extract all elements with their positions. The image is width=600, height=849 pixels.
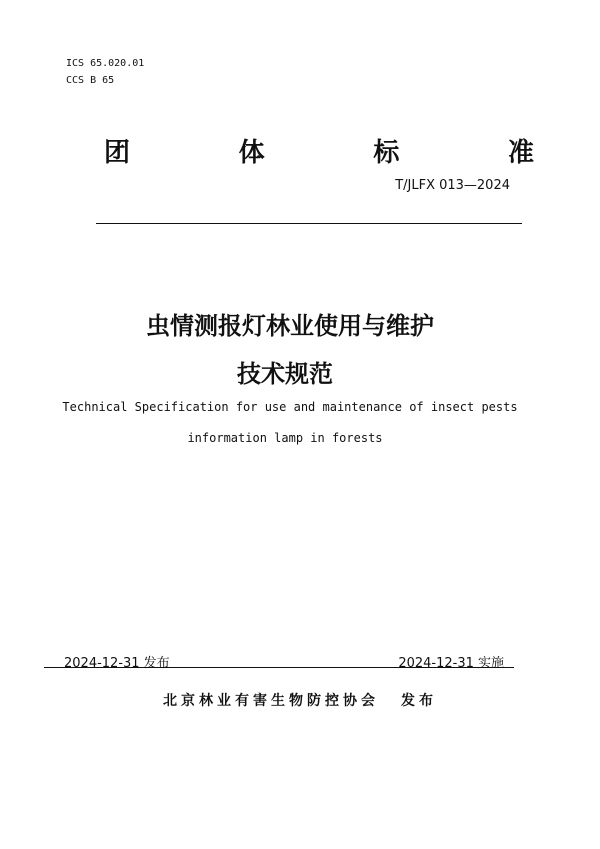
publisher-org: 北京林业有害生物防控协会: [163, 693, 379, 709]
publisher-line: [0, 690, 600, 710]
document-number: T/JLFX 013—2024: [395, 178, 510, 193]
implement-date: 2024-12-31 实施: [398, 656, 504, 671]
top-divider: [96, 223, 522, 224]
doctype-char-2: 体: [238, 138, 265, 168]
title-cn-line2: 技术规范: [237, 360, 333, 388]
bottom-divider: [44, 667, 514, 668]
document-type-heading: [104, 132, 534, 169]
doctype-char-3: 标: [373, 138, 400, 168]
title-en-line1: Technical Specification for use and maintenance of insect pests: [62, 400, 518, 414]
publish-date: 2024-12-31 发布: [64, 656, 170, 671]
title-cn-line1: 虫情测报灯林业使用与维护: [146, 312, 434, 340]
ccs-code: CCS B 65: [66, 75, 115, 86]
ics-code: ICS 65.020.01: [66, 58, 145, 69]
title-en-line2: information lamp in forests: [187, 431, 383, 445]
doctype-char-4: 准: [507, 138, 534, 168]
publisher-action: 发布: [401, 693, 437, 709]
doctype-char-1: 团: [104, 138, 131, 168]
